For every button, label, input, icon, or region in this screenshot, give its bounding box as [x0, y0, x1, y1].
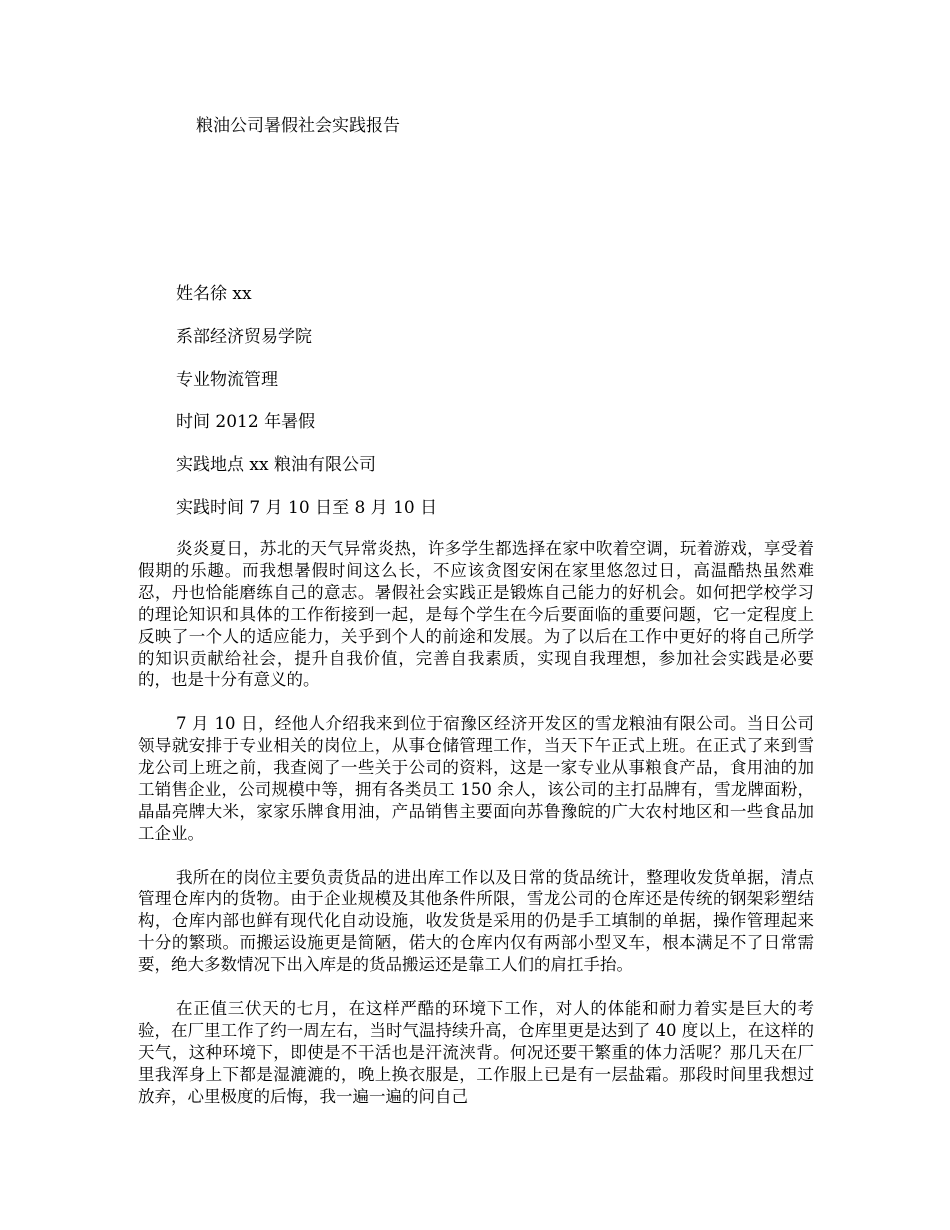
field-time: 时间 2012 年暑假: [176, 412, 316, 432]
report-body: [138, 538, 814, 1129]
field-department: 系部经济贸易学院: [176, 327, 312, 347]
paragraph-duties: 我所在的岗位主要负责货品的进出库工作以及日常的货品统计，整理收发货单据，清点管理仓库内的货物。由于企业规模及其他条件所限，雪龙公司的仓库还是传统的钢架彩塑结构，仓库内部也鲜有现代化自动设施，收发货是采用的仍是手工填制的单据，操作管理起来十分的繁琐。而搬运设施更是简陋，偌大的仓库内仅有两部小型叉车，根本满足不了日常需要，绝大多数情况下出入库是的货品搬运还是靠工人们的肩扛手抬。: [138, 867, 814, 975]
field-major: 专业物流管理: [176, 370, 278, 390]
paragraph-hardship: 在正值三伏天的七月，在这样严酷的环境下工作，对人的体能和耐力着实是巨大的考验，在厂里工作了约一周左右，当时气温持续升高，仓库里更是达到了 40 度以上，在这样的天气，这种环境下，即使是不干活也是汗流浃背。何况还要干繁重的体力活呢？那几天在厂里我浑身上下都是湿漉漉的，晚上换衣服是，工作服上已是有一层盐霜。那段时间里我想过放弃，心里极度的后悔，我一遍一遍的问自己: [138, 998, 814, 1106]
paragraph-arrival: 7 月 10 日，经他人介绍我来到位于宿豫区经济开发区的雪龙粮油有限公司。当日公司领导就安排于专业相关的岗位上，从事仓储管理工作，当天下午正式上班。在正式了来到雪龙公司上班之前，我查阅了一些关于公司的资料，这是一家专业从事粮食产品，食用油的加工销售企业，公司规模中等，拥有各类员工 150 余人，该公司的主打品牌有，雪龙牌面粉，晶晶亮牌大米，家家乐牌食用油，产品销售主要面向苏鲁豫皖的广大农村地区和一些食品加工企业。: [138, 714, 814, 843]
paragraph-intro: 炎炎夏日，苏北的天气异常炎热，许多学生都选择在家中吹着空调，玩着游戏，享受着假期的乐趣。而我想暑假时间这么长，不应该贪图安闲在家里悠忽过日，高温酷热虽然难忍，丹也恰能磨练自己的意志。暑假社会实践正是锻炼自己能力的好机会。如何把学校学习的理论知识和具体的工作衔接到一起，是每个学生在今后要面临的重要问题，它一定程度上反映了一个人的适应能力，关乎到个人的前途和发展。为了以后在工作中更好的将自己所学的知识贡献给社会，提升自我价值，完善自我素质，实现自我理想，参加社会实践是必要的，也是十分有意义的。: [138, 539, 814, 690]
field-location: 实践地点 xx 粮油有限公司: [176, 455, 376, 475]
field-period: 实践时间 7 月 10 日至 8 月 10 日: [176, 498, 438, 518]
document-title: 粮油公司暑假社会实践报告: [196, 116, 400, 136]
field-name: 姓名徐 xx: [176, 284, 252, 304]
